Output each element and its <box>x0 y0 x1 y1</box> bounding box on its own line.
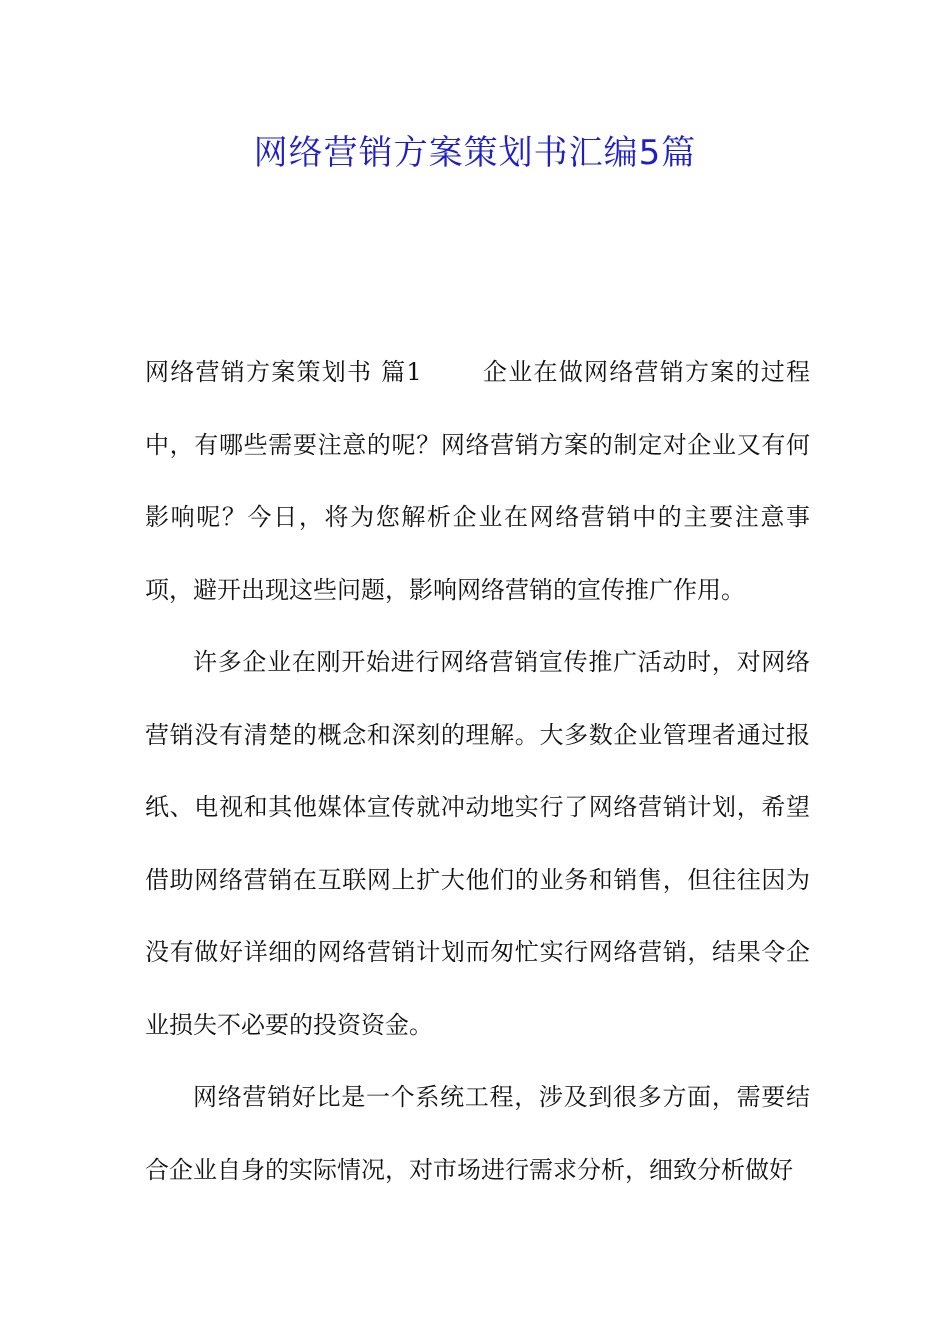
paragraph-1-text: 企业在做网络营销方案的过程中，有哪些需要注意的呢？网络营销方案的制定对企业又有何影响呢？今日，将为您解析企业在网络营销中的主要注意事项，避开出现这些问题，影响网络营销的宣传推广作用。 <box>145 358 811 604</box>
section-heading: 网络营销方案策划书 篇1 <box>145 358 422 386</box>
first-paragraph <box>145 336 810 626</box>
document-body <box>145 336 810 1206</box>
paragraph-2: 许多企业在刚开始进行网络营销宣传推广活动时，对网络营销没有清楚的概念和深刻的理解。大多数企业管理者通过报纸、电视和其他媒体宣传就冲动地实行了网络营销计划，希望借助网络营销在互联网上扩大他们的业务和销售，但往往因为没有做好详细的网络营销计划而匆忙实行网络营销，结果令企业损失不必要的投资资金。 <box>145 648 810 1039</box>
paragraph-3: 网络营销好比是一个系统工程，涉及到很多方面，需要结合企业自身的实际情况，对市场进行需求分析，细致分析做好 <box>145 1083 810 1184</box>
document-title: 网络营销方案策划书汇编5篇 <box>253 133 697 173</box>
